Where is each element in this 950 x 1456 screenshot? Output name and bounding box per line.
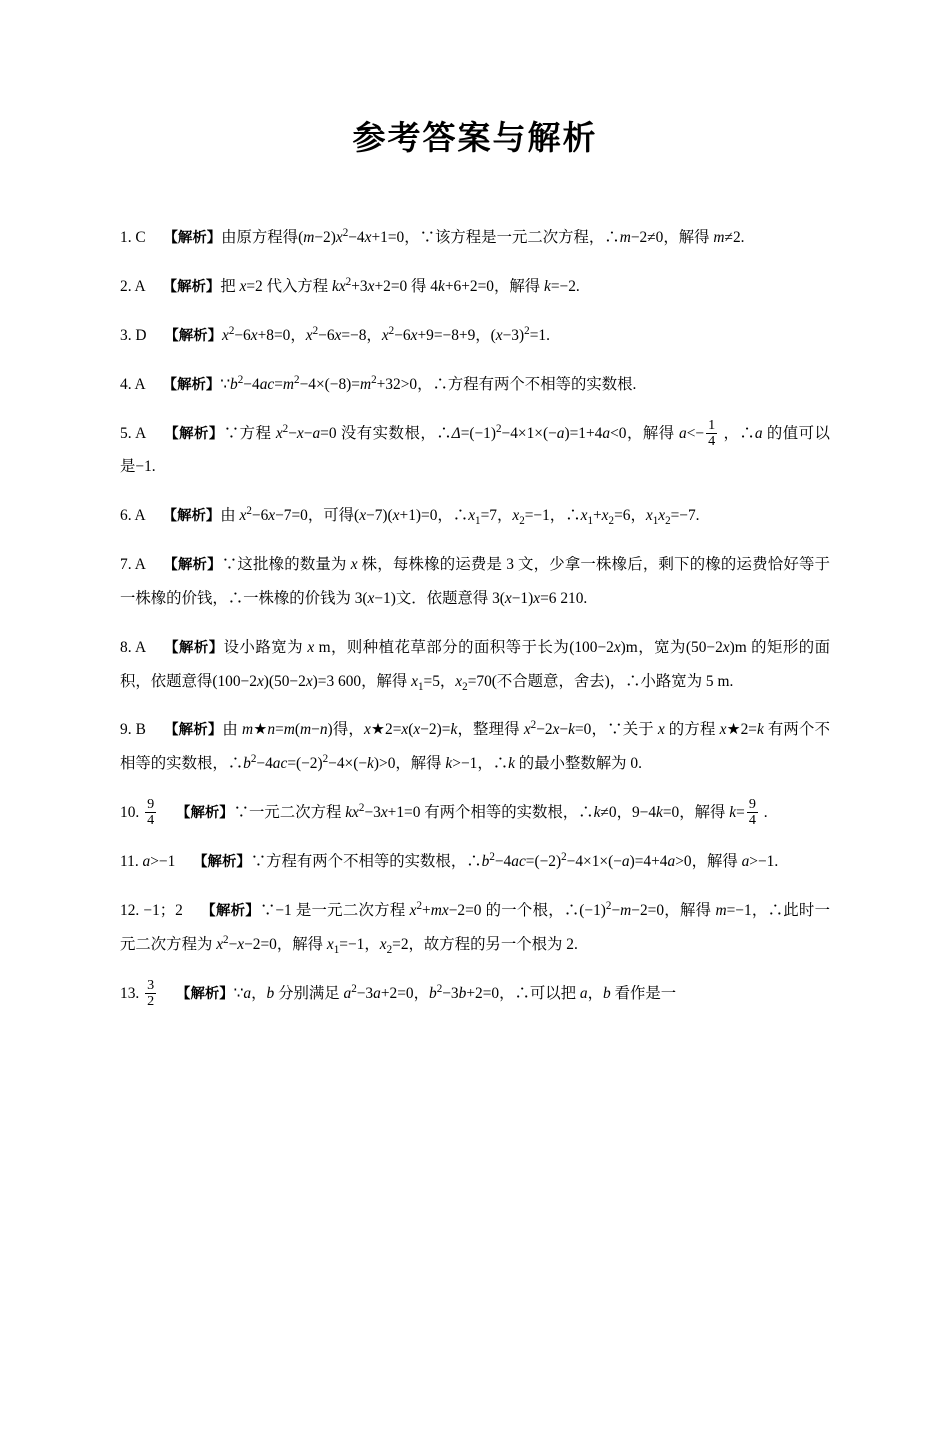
analysis-tag-9: 【解析】 — [163, 722, 223, 739]
answer-number-2: 2. — [120, 277, 132, 295]
answer-choice-5: A — [135, 424, 146, 442]
answer-item-7: 7. A 【解析】∵这批橡的数量为 x 株，每株橡的运费是 3 文，少拿一株橡后，剩下的橡的运费恰好等于一株橡的价钱，∴一株橡的价钱为 3(x−1)文．依题意得 3(x−1)x=6 210. — [120, 556, 830, 607]
answer-item-5: 5. A 【解析】∵方程 $x^2-x-a=0$ 没有实数根，$\therefore\Delta=(-1)^2-4\times 1\times(-a)=1+4a<0$，解得 a<− $\frac{1}{4}$ ，∴a 的值可以是−1. — [120, 416, 830, 476]
answer-number-9: 9. — [120, 721, 132, 739]
answer-item-13: 13. $\frac{3}{2}$ 【解析】∵a，b 分别满足 $a^2-3a+2=0$，$b^2-3b+2=0$，∴可以把 a，b 看作是一 — [120, 976, 677, 1009]
answer-choice-6: A — [134, 507, 145, 525]
answer-number-1: 1. — [120, 229, 132, 246]
answer-item-11: 11. a>−1 【解析】∵方程有两个不相等的实数根，$\therefore b^2-4ac=(-2)^2-4\times 1\times(-a)=4+4a>0$，解得 a>−1. — [120, 850, 779, 870]
answer-item-8: 8. A 【解析】设小路宽为 x m，则种植花草部分的面积等于长为(100−2x)m，宽为(50−2x)m 的矩形的面积，依题意得(100−2x)(50−2x)=3 600，解得 $x_1=5$，$x_2=70$(不合题意，舍去)，∴小路宽为 5 m. — [120, 638, 830, 693]
document-page — [0, 112, 950, 1456]
analysis-tag-7: 【解析】 — [163, 557, 222, 574]
answer-item-9: 9. B 【解析】由 m★n=m(m−n)得，x★2=x(x−2)=k，整理得 $x^2-2x-k=0$，∵关于 x 的方程 x★2=k 有两个不相等的实数根，$\therefore b^2-4ac=(-2)^2-4\times(-k)>0$，解得 k>−1，∴k 的最小整数解为 0. — [120, 719, 830, 773]
analysis-tag-2: 【解析】 — [162, 278, 221, 295]
answer-value-12: −1；2 — [143, 901, 183, 919]
answer-item-3: 3. D 【解析】$x^2-6x+8=0$，$x^2-6x=-8$，$x^2-6x+9=-8+9$，$(x-3)^2=1$. — [120, 324, 550, 344]
answer-item-6: 6. A 【解析】由 $x^2-6x-7=0$，可得(x−7)(x+1)=0，$\therefore x_1=7$，$x_2=-1$，$\therefore x_1+x_2=6$，$x_1x_2=-7$. — [120, 505, 700, 528]
analysis-tag-1: 【解析】 — [163, 230, 222, 246]
analysis-tag-8: 【解析】 — [163, 639, 224, 656]
analysis-tag-3: 【解析】 — [164, 327, 222, 344]
answer-number-8: 8. — [120, 638, 132, 656]
answer-number-13: 13. — [120, 984, 140, 1002]
answer-item-10: 10. $\frac{9}{4}$ 【解析】∵一元二次方程 $kx^2-3x+1=0$ 有两个相等的实数根，∴k≠0，9−4k=0，解得 k= $\frac{9}{4}$ . — [120, 796, 768, 829]
answer-choice-3: D — [135, 326, 147, 344]
answer-item-4: 4. A 【解析】$\because b^2-4ac=m^2-4\times(-8)=m^2+32>0$，∴方程有两个不相等的实数根. — [120, 373, 637, 393]
answer-choice-2: A — [134, 277, 145, 295]
answer-item-1: 1. C 【解析】由原方程得$(m-2)x^2-4x+1=0$，∵该方程是一元二次方程，∴m−2≠0，解得 m≠2. — [120, 226, 745, 246]
analysis-tag-5: 【解析】 — [163, 425, 224, 442]
answer-choice-1: C — [135, 229, 146, 246]
answer-number-3: 3. — [120, 326, 132, 344]
analysis-tag-11: 【解析】 — [193, 854, 251, 870]
answer-list — [120, 221, 830, 1010]
answer-number-4: 4. — [120, 375, 132, 393]
answer-choice-4: A — [134, 375, 145, 393]
analysis-tag-12: 【解析】 — [201, 902, 260, 919]
answer-choice-7: A — [134, 556, 146, 574]
answer-value-13: $\frac{3}{2}$ — [147, 976, 155, 1009]
answer-number-5: 5. — [120, 424, 132, 442]
answer-number-12: 12. — [120, 901, 140, 919]
answer-number-6: 6. — [120, 507, 132, 525]
analysis-tag-6: 【解析】 — [162, 508, 221, 525]
answer-number-11: 11. — [120, 853, 139, 870]
answer-item-12: 12. −1；2 【解析】∵−1 是一元二次方程 $x^2+mx-2=0$ 的一个根，$\therefore(-1)^2-m-2=0$，解得 m=−1，∴此时一元二次方程为 $x^2-x-2=0$，解得 $x_1=-1$，$x_2=2$，故方程的另一个根为 2. — [120, 899, 830, 956]
answer-value-10: $\frac{9}{4}$ — [147, 796, 155, 829]
analysis-tag-13: 【解析】 — [176, 985, 234, 1002]
answer-item-2: 2. A 【解析】把 x=2 代入方程 $kx^2+3x+2=0$ 得 4k+6+2=0，解得 k=−2. — [120, 275, 580, 295]
answer-choice-8: A — [135, 638, 146, 656]
page-title: 参考答案与解析 — [352, 118, 598, 157]
analysis-tag-10: 【解析】 — [176, 805, 234, 822]
answer-number-10: 10. — [120, 804, 140, 822]
answer-value-11: a>−1 — [142, 853, 176, 870]
analysis-tag-4: 【解析】 — [162, 376, 221, 393]
answer-number-7: 7. — [120, 556, 132, 574]
answer-choice-9: B — [135, 721, 146, 739]
